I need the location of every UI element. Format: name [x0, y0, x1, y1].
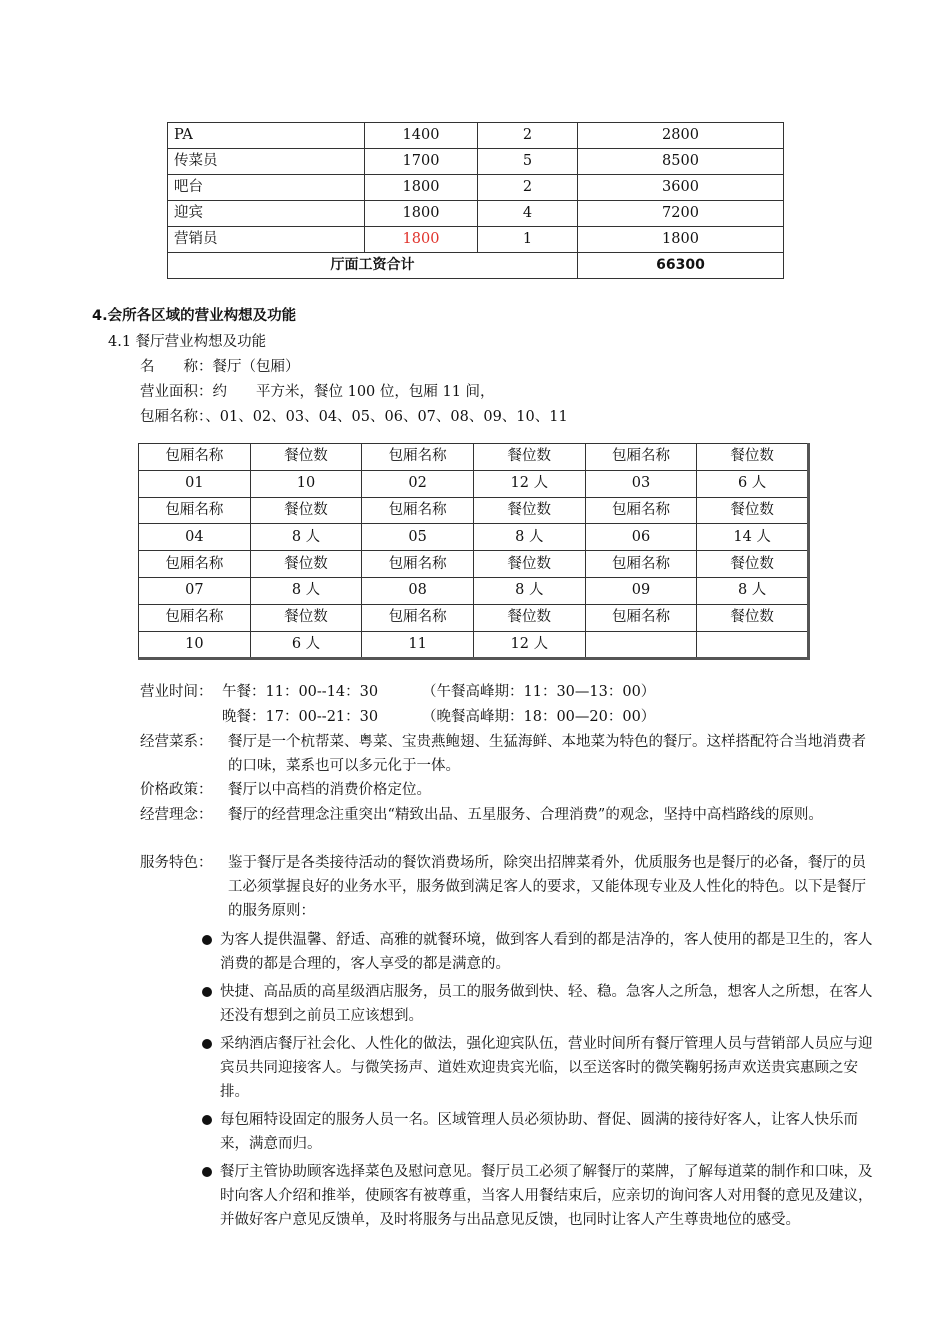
header-cell: 包厢名称 — [139, 604, 251, 631]
seats-cell: 8 人 — [250, 524, 362, 551]
header-cell: 餐位数 — [697, 604, 809, 631]
room-cell: 05 — [362, 524, 474, 551]
seats-cell: 6 人 — [250, 631, 362, 659]
room-table — [138, 443, 810, 660]
salary-table — [167, 122, 784, 279]
table-header-row — [139, 497, 809, 524]
section-heading: 4.会所各区域的营业构想及功能 — [92, 308, 297, 324]
name-line: 名 称：餐厅（包厢） — [140, 359, 300, 375]
count-cell: 2 — [478, 175, 578, 201]
wage-cell: 1800 — [365, 175, 478, 201]
header-cell: 餐位数 — [473, 551, 585, 578]
philosophy-text: 餐厅的经营理念注重突出“精致出品、五星服务、合理消费”的观念，坚持中高档路线的原则。 — [228, 807, 823, 823]
header-cell: 餐位数 — [250, 497, 362, 524]
seats-cell: 8 人 — [473, 524, 585, 551]
hours-label: 营业时间： — [140, 684, 213, 700]
list-item-text: 每包厢特设固定的服务人员一名。区域管理人员必须协助、督促、圆满的接待好客人，让客人快乐而来，满意而归。 — [220, 1112, 858, 1152]
table-row — [168, 201, 784, 227]
header-cell: 包厢名称 — [139, 444, 251, 471]
room-cell: 07 — [139, 577, 251, 604]
header-cell: 餐位数 — [697, 551, 809, 578]
seats-cell: 14 人 — [697, 524, 809, 551]
subsection-heading: 4.1 餐厅营业构想及功能 — [108, 334, 267, 350]
subtotal-cell: 1800 — [578, 227, 784, 253]
room-cell: 02 — [362, 470, 474, 497]
header-cell: 包厢名称 — [139, 497, 251, 524]
header-cell: 餐位数 — [473, 497, 585, 524]
bullet-icon — [202, 1039, 212, 1049]
empty-cell — [585, 631, 697, 659]
header-cell: 包厢名称 — [585, 604, 697, 631]
room-cell: 08 — [362, 577, 474, 604]
header-cell: 包厢名称 — [585, 444, 697, 471]
room-cell: 10 — [139, 631, 251, 659]
header-cell: 餐位数 — [250, 444, 362, 471]
table-row — [139, 631, 809, 659]
room-cell: 06 — [585, 524, 697, 551]
list-item-text: 采纳酒店餐厅社会化、人性化的做法，强化迎宾队伍，营业时间所有餐厅管理人员与营销部人员应与迎宾员共同迎接客人。与微笑扬声、道姓欢迎贵宾光临，以至送客时的微笑鞠躬扬声欢送贵宾惠顾之安排。 — [220, 1036, 873, 1100]
room-cell: 03 — [585, 470, 697, 497]
header-cell: 餐位数 — [473, 604, 585, 631]
table-row — [139, 577, 809, 604]
wage-cell: 1400 — [365, 123, 478, 149]
list-item — [200, 928, 875, 976]
seats-cell: 8 人 — [250, 577, 362, 604]
pricing-label: 价格政策： — [140, 782, 213, 798]
list-item-text: 为客人提供温馨、舒适、高雅的就餐环境，做到客人看到的都是洁净的，客人使用的都是卫生的，客人消费的都是合理的，客人享受的都是满意的。 — [220, 932, 873, 972]
wage-cell: 1700 — [365, 149, 478, 175]
header-cell: 餐位数 — [697, 444, 809, 471]
subtotal-cell: 7200 — [578, 201, 784, 227]
subtotal-cell: 2800 — [578, 123, 784, 149]
bullet-icon — [202, 987, 212, 997]
seats-cell: 8 人 — [697, 577, 809, 604]
seats-cell: 8 人 — [473, 577, 585, 604]
table-header-row — [139, 551, 809, 578]
dinner-peak: （晚餐高峰期：18：00—20：00） — [422, 709, 656, 725]
header-cell: 餐位数 — [250, 604, 362, 631]
philosophy-label: 经营理念： — [140, 807, 213, 823]
table-row — [168, 175, 784, 201]
header-cell: 餐位数 — [473, 444, 585, 471]
list-item-text: 餐厅主管协助顾客选择菜色及慰问意见。餐厅员工必须了解餐厅的菜牌，了解每道菜的制作和口味，及时向客人介绍和推举，使顾客有被尊重，当客人用餐结束后，应亲切的询问客人对用餐的意见及建议，并做好客户意见反馈单，及时将服务与出品意见反馈，也同时让客人产生尊贵地位的感受。 — [220, 1164, 873, 1228]
header-cell: 包厢名称 — [585, 497, 697, 524]
header-cell: 包厢名称 — [362, 604, 474, 631]
table-row — [168, 149, 784, 175]
count-cell: 4 — [478, 201, 578, 227]
dinner-hours: 晚餐：17：00--21：30 — [222, 709, 379, 725]
count-cell: 2 — [478, 123, 578, 149]
header-cell: 包厢名称 — [362, 497, 474, 524]
lunch-peak: （午餐高峰期：11：30—13：00） — [422, 684, 656, 700]
table-row — [168, 227, 784, 253]
subtotal-cell: 8500 — [578, 149, 784, 175]
bullet-icon — [202, 935, 212, 945]
table-row — [139, 470, 809, 497]
room-cell: 04 — [139, 524, 251, 551]
list-item — [200, 980, 875, 1028]
service-text: 鉴于餐厅是各类接待活动的餐饮消费场所，除突出招牌菜肴外，优质服务也是餐厅的必备，餐厅的员工必须掌握良好的业务水平，服务做到满足客人的要求，又能体现专业及人性化的特色。以下是餐厅的服务原则： — [228, 855, 866, 919]
subtotal-cell: 3600 — [578, 175, 784, 201]
wage-cell-highlighted: 1800 — [365, 227, 478, 253]
header-cell: 餐位数 — [250, 551, 362, 578]
header-cell: 包厢名称 — [362, 444, 474, 471]
total-value: 66300 — [578, 253, 784, 279]
room-cell: 09 — [585, 577, 697, 604]
lunch-hours: 午餐：11：00--14：30 — [222, 684, 379, 700]
role-cell: 传菜员 — [168, 149, 365, 175]
pricing-text: 餐厅以中高档的消费价格定位。 — [228, 782, 431, 798]
role-cell: 营销员 — [168, 227, 365, 253]
list-item — [200, 1032, 875, 1104]
list-item — [200, 1160, 875, 1232]
count-cell: 1 — [478, 227, 578, 253]
list-item-text: 快捷、高品质的高星级酒店服务，员工的服务做到快、轻、稳。急客人之所急，想客人之所想，在客人还没有想到之前员工应该想到。 — [220, 984, 873, 1024]
role-cell: PA — [168, 123, 365, 149]
wage-cell: 1800 — [365, 201, 478, 227]
bullet-icon — [202, 1167, 212, 1177]
role-cell: 吧台 — [168, 175, 365, 201]
service-principles-list — [200, 928, 875, 1236]
seats-cell: 6 人 — [697, 470, 809, 497]
table-row — [139, 524, 809, 551]
table-header-row — [139, 604, 809, 631]
header-cell: 餐位数 — [697, 497, 809, 524]
table-row — [168, 123, 784, 149]
cuisine-text: 餐厅是一个杭帮菜、粤菜、宝贵燕鲍翅、生猛海鲜、本地菜为特色的餐厅。这样搭配符合当地消费者的口味，菜系也可以多元化于一体。 — [228, 734, 866, 774]
list-item — [200, 1108, 875, 1156]
room-cell: 01 — [139, 470, 251, 497]
total-row — [168, 253, 784, 279]
empty-cell — [697, 631, 809, 659]
count-cell: 5 — [478, 149, 578, 175]
total-label: 厅面工资合计 — [168, 253, 578, 279]
role-cell: 迎宾 — [168, 201, 365, 227]
seats-cell: 10 — [250, 470, 362, 497]
area-line: 营业面积：约 平方米，餐位 100 位，包厢 11 间， — [140, 384, 495, 400]
seats-cell: 12 人 — [473, 631, 585, 659]
bullet-icon — [202, 1115, 212, 1125]
rooms-line: 包厢名称：、01、02、03、04、05、06、07、08、09、10、11 — [140, 409, 568, 425]
service-label: 服务特色： — [140, 855, 213, 871]
table-header-row — [139, 444, 809, 471]
room-cell: 11 — [362, 631, 474, 659]
cuisine-label: 经营菜系： — [140, 734, 213, 750]
header-cell: 包厢名称 — [362, 551, 474, 578]
header-cell: 包厢名称 — [585, 551, 697, 578]
seats-cell: 12 人 — [473, 470, 585, 497]
header-cell: 包厢名称 — [139, 551, 251, 578]
